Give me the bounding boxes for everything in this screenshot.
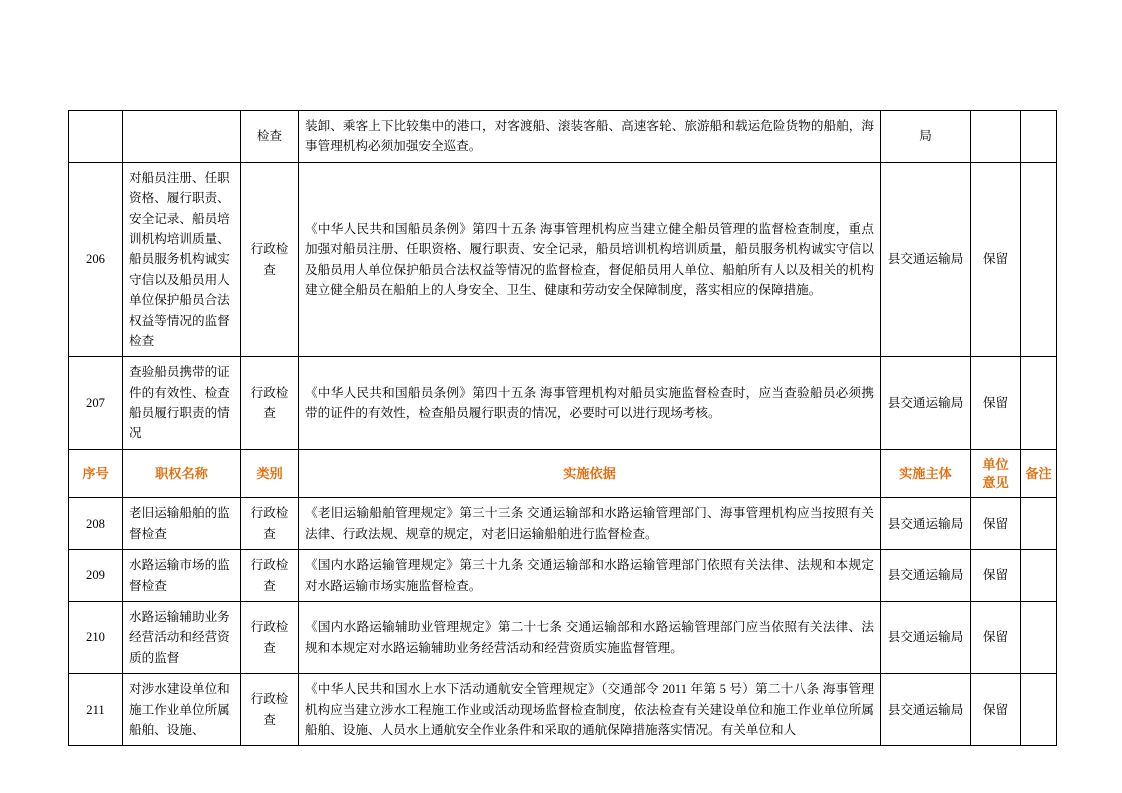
header-opinion-line2: 意见 [982, 474, 1009, 490]
cell-org: 县交通运输局 [881, 550, 971, 602]
cell-seq: 207 [69, 357, 123, 450]
cell-name: 对船员注册、任职资格、履行职责、安全记录、船员培训机构培训质量、船员服务机构诚实守信以及船员用人单位保护船员合法权益等情况的监督检查 [123, 162, 241, 357]
header-opinion [971, 449, 1021, 498]
cell-opinion: 保留 [971, 550, 1021, 602]
table-row [69, 602, 1057, 674]
cell-note [1021, 550, 1057, 602]
cell-basis: 《中华人民共和国船员条例》第四十五条 海事管理机构应当建立健全船员管理的监督检查制度，重点加强对船员注册、任职资格、履行职责、安全记录，船员培训机构培训质量，船员服务机构诚实守信以及船员用人单位保护船员合法权益等情况的监督检查，督促船员用人单位、船舶所有人以及相关的机构建立健全船员在船舶上的人身安全、卫生、健康和劳动安全保障制度，落实相应的保障措施。 [299, 162, 881, 357]
cell-basis: 《老旧运输船舶管理规定》第三十三条 交通运输部和水路运输管理部门、海事管理机构应当按照有关法律、行政法规、规章的规定，对老旧运输船舶进行监督检查。 [299, 498, 881, 550]
cell-name: 查验船员携带的证件的有效性、检查船员履行职责的情况 [123, 357, 241, 450]
cell-note [1021, 602, 1057, 674]
cell-org: 县交通运输局 [881, 674, 971, 746]
cell-opinion: 保留 [971, 674, 1021, 746]
cell-note [1021, 162, 1057, 357]
cell-org: 县交通运输局 [881, 602, 971, 674]
cell-basis: 《国内水路运输管理规定》第三十九条 交通运输部和水路运输管理部门依照有关法律、法规和本规定对水路运输市场实施监督检查。 [299, 550, 881, 602]
cell-type: 行政检查 [241, 357, 299, 450]
cell-name: 水路运输市场的监督检查 [123, 550, 241, 602]
table-row [69, 674, 1057, 746]
cell-org: 县交通运输局 [881, 162, 971, 357]
header-opinion-line1: 单位 [982, 456, 1009, 472]
table-row [69, 550, 1057, 602]
cell-opinion: 保留 [971, 602, 1021, 674]
cell-name: 水路运输辅助业务经营活动和经营资质的监督 [123, 602, 241, 674]
cell-note [1021, 674, 1057, 746]
cell-org: 县交通运输局 [881, 498, 971, 550]
cell-note [1021, 111, 1057, 163]
cell-seq [69, 111, 123, 163]
cell-note [1021, 498, 1057, 550]
table-header-row [69, 449, 1057, 498]
cell-seq: 209 [69, 550, 123, 602]
cell-type: 行政检查 [241, 550, 299, 602]
cell-type: 行政检查 [241, 498, 299, 550]
cell-seq: 211 [69, 674, 123, 746]
table-row [69, 357, 1057, 450]
cell-name [123, 111, 241, 163]
cell-seq: 206 [69, 162, 123, 357]
table-row [69, 498, 1057, 550]
cell-note [1021, 357, 1057, 450]
cell-type: 行政检查 [241, 674, 299, 746]
cell-opinion: 保留 [971, 162, 1021, 357]
cell-seq: 210 [69, 602, 123, 674]
cell-seq: 208 [69, 498, 123, 550]
header-name: 职权名称 [123, 449, 241, 498]
header-note: 备注 [1021, 449, 1057, 498]
header-org: 实施主体 [881, 449, 971, 498]
header-type: 类别 [241, 449, 299, 498]
cell-org: 县交通运输局 [881, 357, 971, 450]
cell-opinion: 保留 [971, 357, 1021, 450]
cell-basis: 《中华人民共和国船员条例》第四十五条 海事管理机构对船员实施监督检查时，应当查验船员必须携带的证件的有效性，检查船员履行职责的情况，必要时可以进行现场考核。 [299, 357, 881, 450]
header-seq: 序号 [69, 449, 123, 498]
cell-org: 局 [881, 111, 971, 163]
cell-type: 行政检查 [241, 602, 299, 674]
cell-basis: 《中华人民共和国水上水下活动通航安全管理规定》（交通部令 2011 年第 5 号）第二十八条 海事管理机构应当建立涉水工程施工作业或活动现场监督检查制度，依法检查有关建设单位和施工作业单位所属船舶、设施、人员水上通航安全作业条件和采取的通航保障措施落实情况。有关单位和人 [299, 674, 881, 746]
cell-name: 对涉水建设单位和施工作业单位所属船舶、设施、 [123, 674, 241, 746]
table-container [68, 110, 1056, 746]
cell-opinion [971, 111, 1021, 163]
cell-type: 检查 [241, 111, 299, 163]
header-basis: 实施依据 [299, 449, 881, 498]
table-row [69, 111, 1057, 163]
cell-basis: 装卸、乘客上下比较集中的港口，对客渡船、滚装客船、高速客轮、旅游船和载运危险货物的船舶，海事管理机构必须加强安全巡查。 [299, 111, 881, 163]
cell-type: 行政检查 [241, 162, 299, 357]
cell-opinion: 保留 [971, 498, 1021, 550]
authority-list-table [68, 110, 1057, 746]
cell-name: 老旧运输船舶的监督检查 [123, 498, 241, 550]
cell-basis: 《国内水路运输辅助业管理规定》第二十七条 交通运输部和水路运输管理部门应当依照有关法律、法规和本规定对水路运输辅助业务经营活动和经营资质实施监督管理。 [299, 602, 881, 674]
table-row [69, 162, 1057, 357]
